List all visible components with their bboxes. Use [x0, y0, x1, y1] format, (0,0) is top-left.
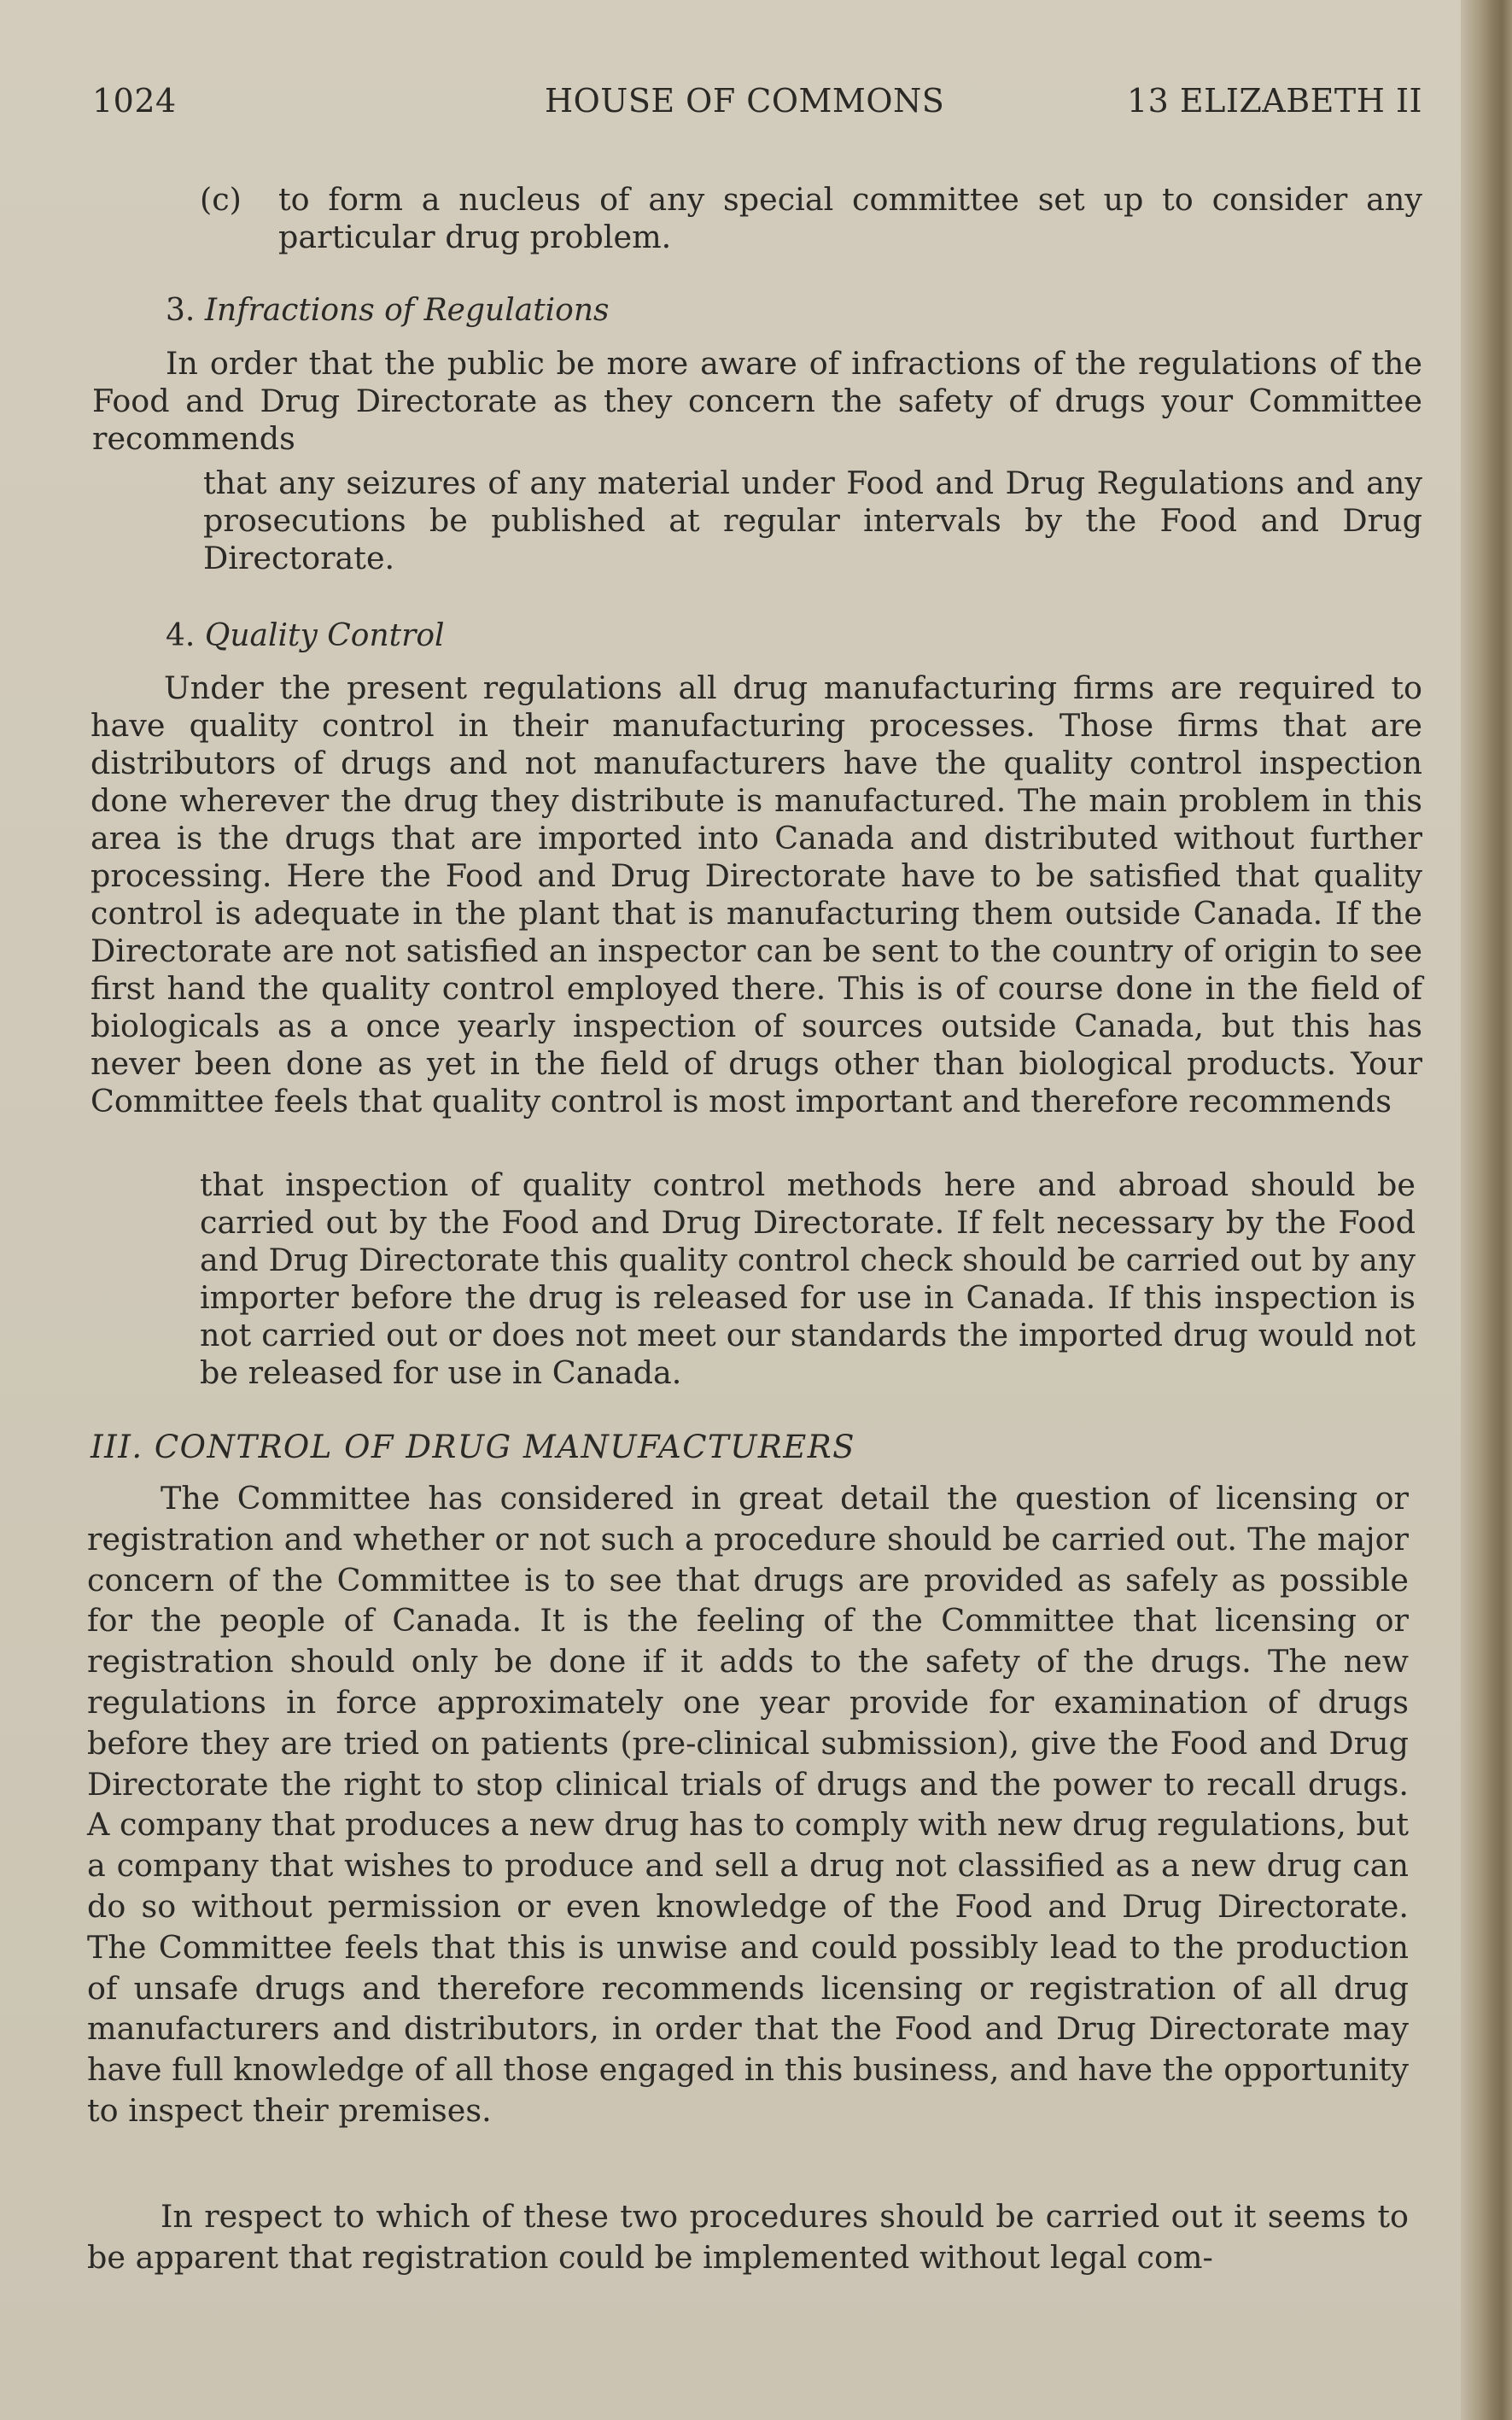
page-binding-edge — [1461, 0, 1512, 2420]
section-4-number: 4. — [166, 618, 196, 653]
page-number: 1024 — [92, 82, 177, 120]
list-item-label: (c) — [200, 181, 242, 218]
running-title: HOUSE OF COMMONS — [545, 82, 945, 120]
section-III-paragraph-1: The Committee has considered in great detail the question of licensing or registration and whether or not such a procedure should be carried out. The major concern of the Committee is to see that drugs are provided as safely as possible for the people of Canada. It is the feeling of the Committee that licensing or registration should only be done if it adds to the safety of the drugs. The new regulations in force approximately one year provide for examination of drugs before they are tried on patients (pre-clinical submission), give the Food and Drug Directorate the right to stop clinical trials of drugs and the power to recall drugs. A company that produces a new drug has to comply with new drug regulations, but a company that wishes to produce and sell a drug not classified as a new drug can do so without permission or even knowledge of the Food and Drug Directorate. The Committee feels that this is unwise and could possibly lead to the production of unsafe drugs and therefore recommends licensing or registration of all drug manufacturers and distributors, in order that the Food and Drug Directorate may have full knowledge of all those engaged in this business, and have the opportunity to inspect their premises. — [87, 1480, 1409, 2129]
list-item-text: to form a nucleus of any special committee set up to consider any particular drug problem. — [278, 181, 1422, 255]
section-3-heading — [166, 292, 1276, 330]
section-4-title: Quality Control — [204, 618, 445, 653]
section-3-paragraph: In order that the public be more aware of infractions of the regulations of the Food and Drug Directorate as they concern the safety of drugs your Committee recommends — [92, 345, 1422, 457]
section-4-heading — [166, 617, 1276, 655]
page-header — [92, 82, 1422, 125]
section-3-title: Infractions of Regulations — [204, 293, 610, 328]
session-label: 13 ELIZABETH II — [1126, 82, 1422, 120]
section-III-paragraph-2: In respect to which of these two procedures should be carried out it seems to be apparent that registration could be implemented without legal com- — [87, 2198, 1409, 2276]
section-3-number: 3. — [166, 293, 196, 328]
section-III-heading: III. CONTROL OF DRUG MANUFACTURERS — [90, 1429, 855, 1465]
section-4-paragraph: Under the present regulations all drug manufacturing firms are required to have quality control in their manufacturing processes. Those firms that are distributors of drugs and not manufacturers have the quality control inspection done wherever the drug they distribute is manufactured. The main problem in this area is the drugs that are imported into Canada and distributed without further processing. Here the Food and Drug Directorate have to be satisfied that quality control is adequate in the plant that is manufacturing them outside Canada. If the Directorate are not satisfied an inspector can be sent to the country of origin to see first hand the quality control employed there. This is of course done in the field of biologicals as a once yearly inspection of sources outside Canada, but this has never been done as yet in the field of drugs other than biological products. Your Committee feels that quality control is most important and therefore recommends — [90, 669, 1422, 1119]
section-3-recommendation: that any seizures of any material under Food and Drug Regulations and any prosecutions be published at regular intervals by the Food and Drug Directorate. — [203, 465, 1422, 576]
section-4-recommendation: that inspection of quality control methods here and abroad should be carried out by the Food and Drug Directorate. If felt necessary by the Food and Drug Directorate this quality control check should be carried out by any importer before the drug is released for use in Canada. If this inspection is not carried out or does not meet our standards the imported drug would not be released for use in Canada. — [200, 1166, 1416, 1391]
